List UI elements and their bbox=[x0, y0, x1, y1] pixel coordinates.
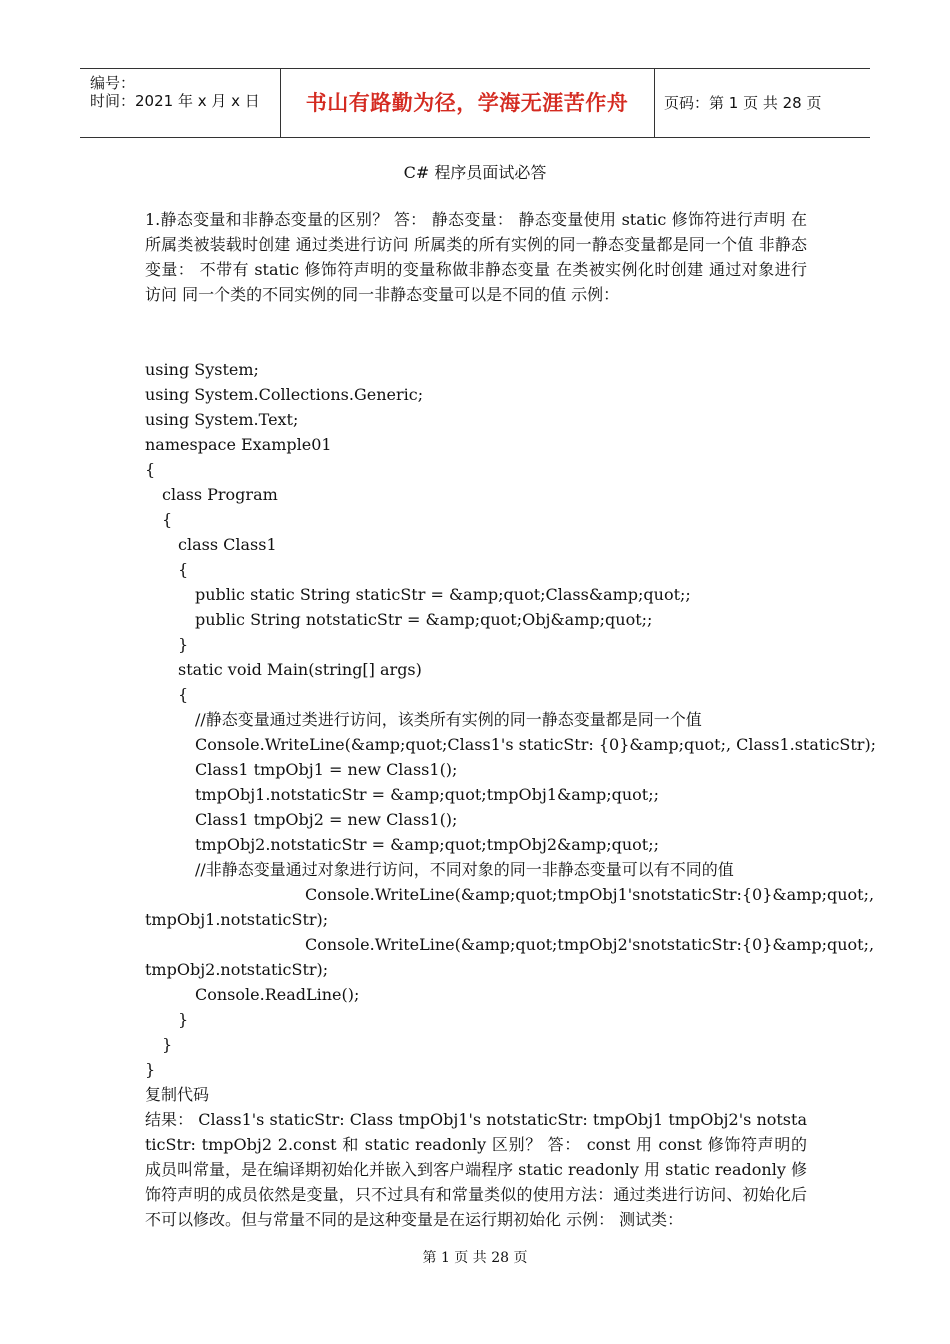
header-meta-cell bbox=[80, 69, 281, 137]
page-footer: 第 1 页 共 28 页 bbox=[422, 1250, 528, 1266]
code-line: Class1 tmpObj2 = new Class1(); bbox=[195, 810, 458, 829]
code-line: static void Main(string[] args) bbox=[178, 660, 422, 679]
code-line: } bbox=[162, 1035, 173, 1054]
code-line: { bbox=[145, 460, 156, 479]
document-title: C# 程序员面试必答 bbox=[403, 163, 547, 182]
code-line: class Class1 bbox=[178, 535, 277, 554]
code-line: } bbox=[178, 635, 189, 654]
code-line: } bbox=[178, 1010, 189, 1029]
code-line: { bbox=[178, 685, 189, 704]
code-comment: //静态变量通过类进行访问，该类所有实例的同一静态变量都是同一个值 bbox=[195, 710, 702, 729]
code-token: notstaticStr: bbox=[640, 885, 742, 904]
header-page-label: 页码：第 1 页 共 28 页 bbox=[664, 94, 822, 112]
code-token: notstaticStr: bbox=[640, 935, 742, 954]
code-line: Console.WriteLine(&amp;quot;Class1's staticStr: {0}&amp;quot;, Class1.staticStr); bbox=[195, 735, 877, 754]
code-line: namespace Example01 bbox=[145, 435, 332, 454]
header-motto: 书山有路勤为径，学海无涯苦作舟 bbox=[280, 69, 655, 137]
code-line: { bbox=[162, 510, 173, 529]
code-line: using System; bbox=[145, 360, 259, 379]
code-line: public String notstaticStr = &amp;quot;Obj&amp;quot;; bbox=[195, 610, 653, 629]
code-token: tmpObj2.notstaticStr); bbox=[145, 960, 329, 979]
copy-code-label: 复制代码 bbox=[145, 1085, 210, 1104]
code-token: tmpObj1.notstaticStr); bbox=[145, 910, 329, 929]
code-line: tmpObj2.notstaticStr = &amp;quot;tmpObj2&amp;quot;; bbox=[195, 835, 660, 854]
code-token: Console.WriteLine(&amp;quot;tmpObj2's bbox=[305, 935, 641, 954]
code-comment: //非静态变量通过对象进行访问，不同对象的同一非静态变量可以有不同的值 bbox=[195, 860, 734, 879]
code-line: public static String staticStr = &amp;quot;Class&amp;quot;; bbox=[195, 585, 691, 604]
code-line: using System.Text; bbox=[145, 410, 299, 429]
code-line: } bbox=[145, 1060, 156, 1079]
result-paragraph: 结果： Class1's staticStr: Class tmpObj1's notstaticStr: tmpObj1 tmpObj2's notstaticStr: tmpObj2 2.const 和 static readonly 区别？ 答： const 用 const 修饰符声明的成员叫常量，是在编译期初始化并嵌入到客户端程序 static readonly 用 static readonly 修饰符声明的成员依然是变量，只不过具有和常量类似的使用方法：通过类进行访问、初始化后不可以修改。但与常量不同的是这种变量是在运行期初始化 示例： 测试类： bbox=[145, 1110, 807, 1229]
code-token: {0}&amp;quot;, bbox=[741, 935, 875, 954]
document-date-label: 时间：2021 年 x 月 x 日 bbox=[90, 92, 260, 110]
code-line: Class1 tmpObj1 = new Class1(); bbox=[195, 760, 458, 779]
code-line: { bbox=[178, 560, 189, 579]
code-line: using System.Collections.Generic; bbox=[145, 385, 424, 404]
code-line: tmpObj1.notstaticStr = &amp;quot;tmpObj1&amp;quot;; bbox=[195, 785, 660, 804]
code-line: Console.ReadLine(); bbox=[195, 985, 360, 1004]
document-body bbox=[145, 207, 877, 1232]
document-header bbox=[80, 68, 870, 138]
code-token: {0}&amp;quot;, bbox=[741, 885, 875, 904]
code-line-wrapped bbox=[145, 932, 875, 982]
code-block bbox=[145, 357, 877, 1082]
code-line-wrapped bbox=[145, 882, 875, 932]
intro-paragraph: 1.静态变量和非静态变量的区别？ 答： 静态变量： 静态变量使用 static 修饰符进行声明 在所属类被装载时创建 通过类进行访问 所属类的所有实例的同一静态变量都是同一个值 非静态变量： 不带有 static 修饰符声明的变量称做非静态变量 在类被实例化时创建 通过对象进行访问 同一个类的不同实例的同一非静态变量可以是不同的值 示例： bbox=[145, 210, 807, 304]
code-line: class Program bbox=[162, 485, 278, 504]
document-number-label: 编号： bbox=[90, 74, 136, 92]
code-token: Console.WriteLine(&amp;quot;tmpObj1's bbox=[305, 885, 641, 904]
